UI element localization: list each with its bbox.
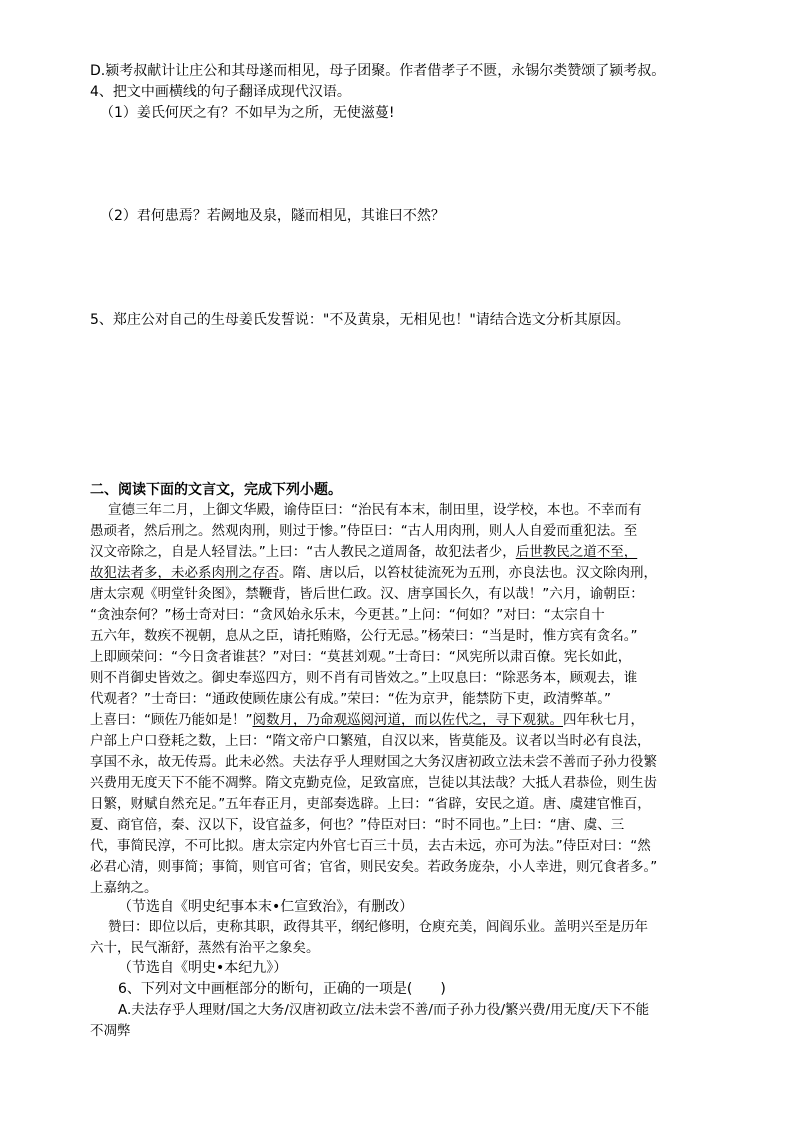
passage-line: 代观者？”士奇曰：“通政使顾佐康公有成。”荣曰：“佐为京尹，能禁防下吏，政清弊革。” xyxy=(90,691,611,707)
passage-line xyxy=(90,563,657,583)
passage-line: 兴费用无度天下不能不凋弊。隋文克勤克俭，足致富庶，岂徒以其法哉？大抵人君恭俭，则生齿 xyxy=(90,775,657,791)
passage-text: 上喜曰：“顾佐乃能如是！” xyxy=(90,712,253,728)
passage-line: 唐太宗观《明堂针灸图》，禁鞭背，皆后世仁政。汉、唐享国长久，有以哉！”六月，谕朝臣： xyxy=(90,586,644,602)
passage-line: 则不肖御史皆效之。御史奉巡四方，则不肖有司皆效之。”上叹息曰：“除恶务本，顾观去，谁 xyxy=(90,670,638,686)
passage-line: 上嘉纳之。 xyxy=(90,880,158,896)
passage-line: 愚顽者，然后刑之。然观肉刑，则过于惨。”侍臣曰：“古人用肉刑，则人人自爱而重犯法。至 xyxy=(90,523,638,539)
underlined-sentence: 故犯法者多，未必系肉刑之存否 xyxy=(90,565,279,581)
underlined-sentence: 阅数月，乃命观巡阅河道，而以佐代之，寻下观狱。 xyxy=(252,712,563,728)
zan-line: 赞曰：即位以后，吏称其职，政得其平，纲纪修明，仓庾充美，闾阎乐业。盖明兴至是历年 xyxy=(108,919,648,935)
passage-line: 夏、商官倍，秦、汉以下，设官益多，何也？”侍臣对曰：“时不同也。”上曰：“唐、虞、三 xyxy=(90,817,625,833)
passage-line: 日繁，财赋自然充足。”五年春正月，吏部奏选辟。上曰：“省辟，安民之道。唐、虞建官惟百， xyxy=(90,796,651,812)
q6-question: 6、下列对文中画框部分的断句，正确的一项是( ) xyxy=(118,981,446,997)
passage-text: 汉文帝除之，自是人轻冒法。”上曰：“古人教民之道周备，故犯法者少， xyxy=(90,544,516,560)
passage-line: 户部上户口登耗之数，上曰：“隋文帝户口繁殖，自汉以来，皆莫能及。议者以当时必有良法， xyxy=(90,733,651,749)
passage-line: 上即顾荣问：“今日贪者谁甚？”对曰：“莫甚刘观。”士奇曰：“风宪所以肃百僚。宪长如此， xyxy=(90,649,632,665)
passage-line xyxy=(90,542,637,562)
q6-option-a: A.夫法存乎人理财/国之大务/汉唐初政立/法未尝不善/而子孙力役/繁兴费/用无度/天下不能 xyxy=(118,1002,650,1018)
q5-question: 5、郑庄公对自己的生母姜氏发誓说："不及黄泉，无相见也！"请结合选文分析其原因。 xyxy=(90,312,630,328)
passage-line: 必君心清，则事简；事简，则官可省；官省，则民安矣。若政务庞杂，小人幸进，则冗食者多。” xyxy=(90,859,658,875)
boxed-passage-line: 享国不永，故无传焉。此未必然。夫法存乎人理财国之大务汉唐初政立法未尝不善而子孙力役繁 xyxy=(90,754,657,770)
zan-line: 六十，民气渐舒，蒸然有治平之象矣。 xyxy=(90,940,320,956)
passage-text: 。隋、唐以后，以笞杖徒流死为五刑，亦良法也。汉文除肉刑， xyxy=(279,565,657,581)
q6-option-a-continued: 不凋弊 xyxy=(90,1023,131,1039)
passage-line: 代，事简民淳，不可比拟。唐太宗定内外官七百三十员，去古未远，亦可为法。”侍臣对曰：“然 xyxy=(90,838,651,854)
underlined-sentence: 后世教民之道不至， xyxy=(515,544,638,560)
q3-option-d: D.颍考叔献计让庄公和其母遂而相见，母子团聚。作者借孝子不匮，永锡尔类赞颂了颍考叔。 xyxy=(90,63,666,79)
passage-line xyxy=(90,710,644,730)
section-2-title: 二、阅读下面的文言文，完成下列小题。 xyxy=(90,482,342,498)
source-citation-1: （节选自《明史纪事本末•仁宣致治》，有删改） xyxy=(118,899,414,915)
q4-item-2: （2）君何患焉？若阙地及泉，隧而相见，其谁曰不然？ xyxy=(100,208,445,224)
passage-line: 宣德三年二月，上御文华殿，谕侍臣曰：“治民有本末，制田里，设学校，本也。不幸而有 xyxy=(108,502,642,518)
passage-line: 五六年，数疾不视朝，息从之臣，请托贿赂，公行无忌。”杨荣曰：“当是时，惟方宾有贪名。” xyxy=(90,628,638,644)
source-citation-2: （节选自《明史•本纪九》） xyxy=(118,960,288,976)
passage-line: “贪浊奈何？”杨士奇对曰：“贪风始永乐末，今更甚。”上问：“何如？”对曰：“太宗自十 xyxy=(90,607,605,623)
q4-item-1: （1）姜氏何厌之有？不如早为之所，无使滋蔓! xyxy=(100,105,395,121)
q4-title: 4、把文中画横线的句子翻译成现代汉语。 xyxy=(90,84,351,100)
passage-text: 四年秋七月， xyxy=(563,712,644,728)
